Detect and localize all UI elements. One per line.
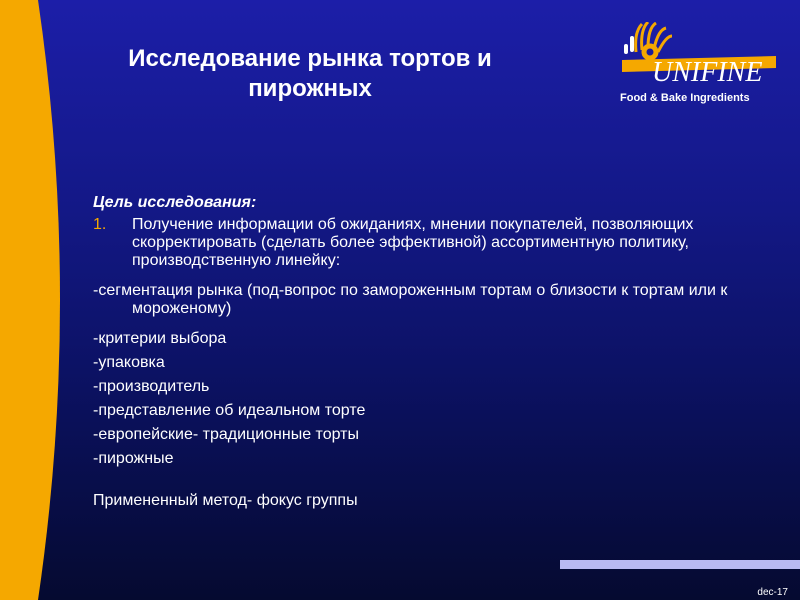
list-item-pastries: -пирожные [93,450,174,467]
method-text: Примененный метод- фокус группы [93,492,358,509]
logo-brand-text: UNIFINE [652,57,763,88]
list-item-manufacturer: -производитель [93,378,210,395]
spacer [93,474,773,492]
goal-heading: Цель исследования: [93,194,257,211]
list-item-packaging: -упаковка [93,354,165,371]
bottom-decorative-bar [560,560,800,569]
slide-title: Исследование рынка тортов и пирожных [128,45,492,102]
logo-tagline: Food & Bake Ingredients [620,92,750,104]
list-item-european-cakes: -европейские- традиционные торты [93,426,359,443]
numbered-item-text: Получение информации об ожиданиях, мнении покупателей, позволяющих скорректировать (сделать более эффективной) ассортиментную политику, производственную линейку: [132,216,694,269]
numbered-item-number: 1. [93,216,107,233]
decorative-orange-arc [0,0,70,600]
list-item-ideal-cake: -представление об идеальном торте [93,402,366,419]
slide-content [93,194,773,516]
list-item-criteria: -критерии выбора [93,330,227,347]
footer-date: dec-17 [757,587,788,598]
numbered-item [93,216,773,270]
list-item-segmentation: -сегментация рынка (под-вопрос по замороженным тортам о близости к тортам или к мороженому) [93,282,728,317]
